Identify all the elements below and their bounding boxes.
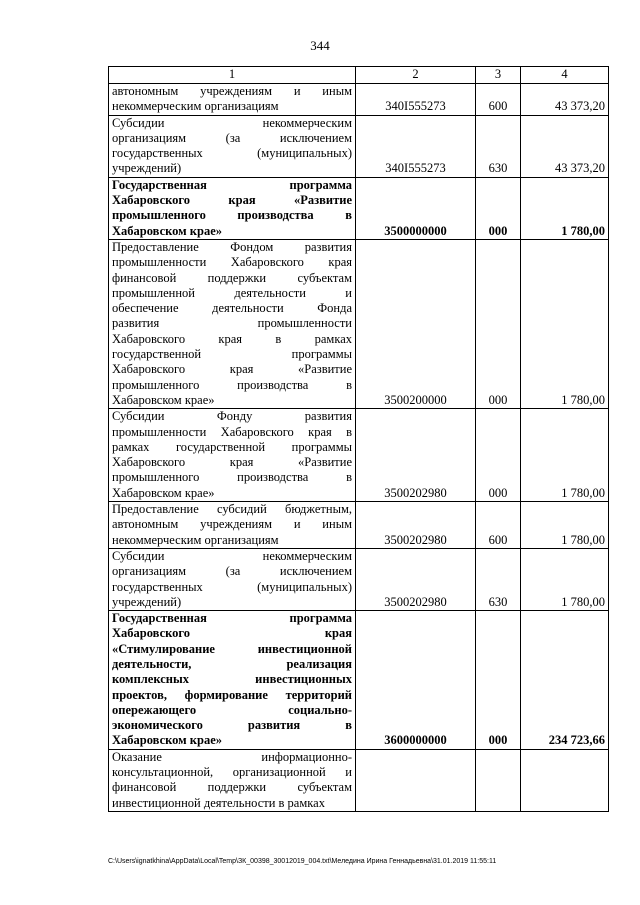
row-code: 3500000000 bbox=[356, 177, 476, 239]
description-line: консультационной, организационной и bbox=[112, 765, 352, 780]
table-row bbox=[109, 239, 609, 408]
row-expense-type: 600 bbox=[476, 84, 521, 116]
row-description bbox=[109, 239, 356, 408]
description-line: организациям (за исключением bbox=[112, 564, 352, 579]
row-code: 340I555273 bbox=[356, 84, 476, 116]
description-line: деятельности, реализация bbox=[112, 656, 352, 671]
description-line: государственной программы bbox=[112, 347, 352, 362]
page-number: 344 bbox=[310, 38, 330, 53]
row-amount: 1 780,00 bbox=[521, 177, 609, 239]
description-line: некоммерческим организациям bbox=[112, 532, 279, 547]
row-amount: 1 780,00 bbox=[521, 548, 609, 610]
description-line: автономным учреждениям и иным bbox=[112, 517, 352, 532]
header-col-2: 2 bbox=[356, 67, 476, 84]
description-line: рамках государственной программы bbox=[112, 439, 352, 454]
row-code bbox=[356, 749, 476, 811]
description-line: финансовой поддержки субъектам bbox=[112, 780, 352, 795]
description-line: промышленности Хабаровского края bbox=[112, 255, 352, 270]
row-description bbox=[109, 502, 356, 549]
header-col-3: 3 bbox=[476, 67, 521, 84]
description-line: автономным учреждениям и иным bbox=[112, 84, 352, 98]
row-description bbox=[109, 177, 356, 239]
row-expense-type: 000 bbox=[476, 177, 521, 239]
row-amount: 1 780,00 bbox=[521, 239, 609, 408]
row-code: 3500202980 bbox=[356, 502, 476, 549]
description-line: промышленной деятельности и bbox=[112, 285, 352, 300]
description-line: Субсидии некоммерческим bbox=[112, 548, 352, 563]
description-line: государственных (муниципальных) bbox=[112, 146, 352, 161]
table-row bbox=[109, 611, 609, 750]
description-line: Хабаровского края «Развитие bbox=[112, 455, 352, 470]
table-row bbox=[109, 409, 609, 502]
row-code: 3500200000 bbox=[356, 239, 476, 408]
description-line: Хабаровском крае» bbox=[112, 223, 223, 238]
row-description bbox=[109, 409, 356, 502]
row-description bbox=[109, 548, 356, 610]
description-line: промышленного производства в bbox=[112, 470, 352, 485]
description-line: учреждений) bbox=[112, 161, 182, 176]
table-row bbox=[109, 548, 609, 610]
description-line: Хабаровского края «Развитие bbox=[112, 362, 352, 377]
table-row bbox=[109, 177, 609, 239]
row-amount: 1 780,00 bbox=[521, 502, 609, 549]
description-line: развития промышленности bbox=[112, 316, 352, 331]
description-line: Предоставление субсидий бюджетным, bbox=[112, 502, 352, 517]
description-line: Хабаровского края «Развитие bbox=[112, 193, 352, 208]
description-line: экономического развития в bbox=[112, 718, 352, 733]
header-col-1: 1 bbox=[109, 67, 356, 84]
description-line: обеспечение деятельности Фонда bbox=[112, 301, 352, 316]
row-description bbox=[109, 115, 356, 177]
description-line: «Стимулирование инвестиционной bbox=[112, 641, 352, 656]
row-expense-type: 600 bbox=[476, 502, 521, 549]
row-expense-type bbox=[476, 749, 521, 811]
row-code: 3500202980 bbox=[356, 548, 476, 610]
table-header-row bbox=[109, 67, 609, 84]
row-expense-type: 000 bbox=[476, 239, 521, 408]
description-line: промышленности Хабаровского края в bbox=[112, 424, 352, 439]
row-amount: 234 723,66 bbox=[521, 611, 609, 750]
row-amount bbox=[521, 749, 609, 811]
description-line: финансовой поддержки субъектам bbox=[112, 270, 352, 285]
row-expense-type: 630 bbox=[476, 115, 521, 177]
table-row bbox=[109, 115, 609, 177]
row-code: 3600000000 bbox=[356, 611, 476, 750]
description-line: Государственная программа bbox=[112, 177, 352, 192]
file-path-footer: C:\Users\ignatkhina\AppData\Local\Temp\ЗК_00398_30012019_004.txt\Меледина Ирина Геннадьевна\31.01.2019 11:55:11 bbox=[108, 858, 497, 865]
row-amount: 43 373,20 bbox=[521, 115, 609, 177]
description-line: опережающего социально- bbox=[112, 702, 352, 717]
description-line: Государственная программа bbox=[112, 611, 352, 626]
description-line: Предоставление Фондом развития bbox=[112, 239, 352, 254]
description-line: организациям (за исключением bbox=[112, 130, 352, 145]
row-amount: 1 780,00 bbox=[521, 409, 609, 502]
description-line: Хабаровском крае» bbox=[112, 733, 223, 748]
description-line: государственных (муниципальных) bbox=[112, 579, 352, 594]
description-line: проектов, формирование территорий bbox=[112, 687, 352, 702]
budget-table bbox=[108, 66, 609, 812]
description-line: Хабаровского края в рамках bbox=[112, 331, 352, 346]
description-line: некоммерческим организациям bbox=[112, 99, 279, 114]
description-line: Оказание информационно- bbox=[112, 749, 352, 764]
row-code: 340I555273 bbox=[356, 115, 476, 177]
row-description bbox=[109, 611, 356, 750]
row-expense-type: 630 bbox=[476, 548, 521, 610]
row-code: 3500202980 bbox=[356, 409, 476, 502]
header-col-4: 4 bbox=[521, 67, 609, 84]
row-expense-type: 000 bbox=[476, 611, 521, 750]
row-amount: 43 373,20 bbox=[521, 84, 609, 116]
table-row bbox=[109, 84, 609, 116]
description-line: инвестиционной деятельности в рамках bbox=[112, 795, 325, 810]
row-description bbox=[109, 749, 356, 811]
description-line: Хабаровском крае» bbox=[112, 485, 215, 500]
description-line: Хабаровского края bbox=[112, 626, 352, 641]
row-expense-type: 000 bbox=[476, 409, 521, 502]
description-line: Субсидии некоммерческим bbox=[112, 115, 352, 130]
description-line: промышленного производства в bbox=[112, 208, 352, 223]
row-description bbox=[109, 84, 356, 116]
description-line: Хабаровском крае» bbox=[112, 392, 215, 407]
description-line: учреждений) bbox=[112, 594, 182, 609]
description-line: комплексных инвестиционных bbox=[112, 672, 352, 687]
description-line: промышленного производства в bbox=[112, 377, 352, 392]
table-row bbox=[109, 502, 609, 549]
description-line: Субсидии Фонду развития bbox=[112, 409, 352, 424]
table-row bbox=[109, 749, 609, 811]
